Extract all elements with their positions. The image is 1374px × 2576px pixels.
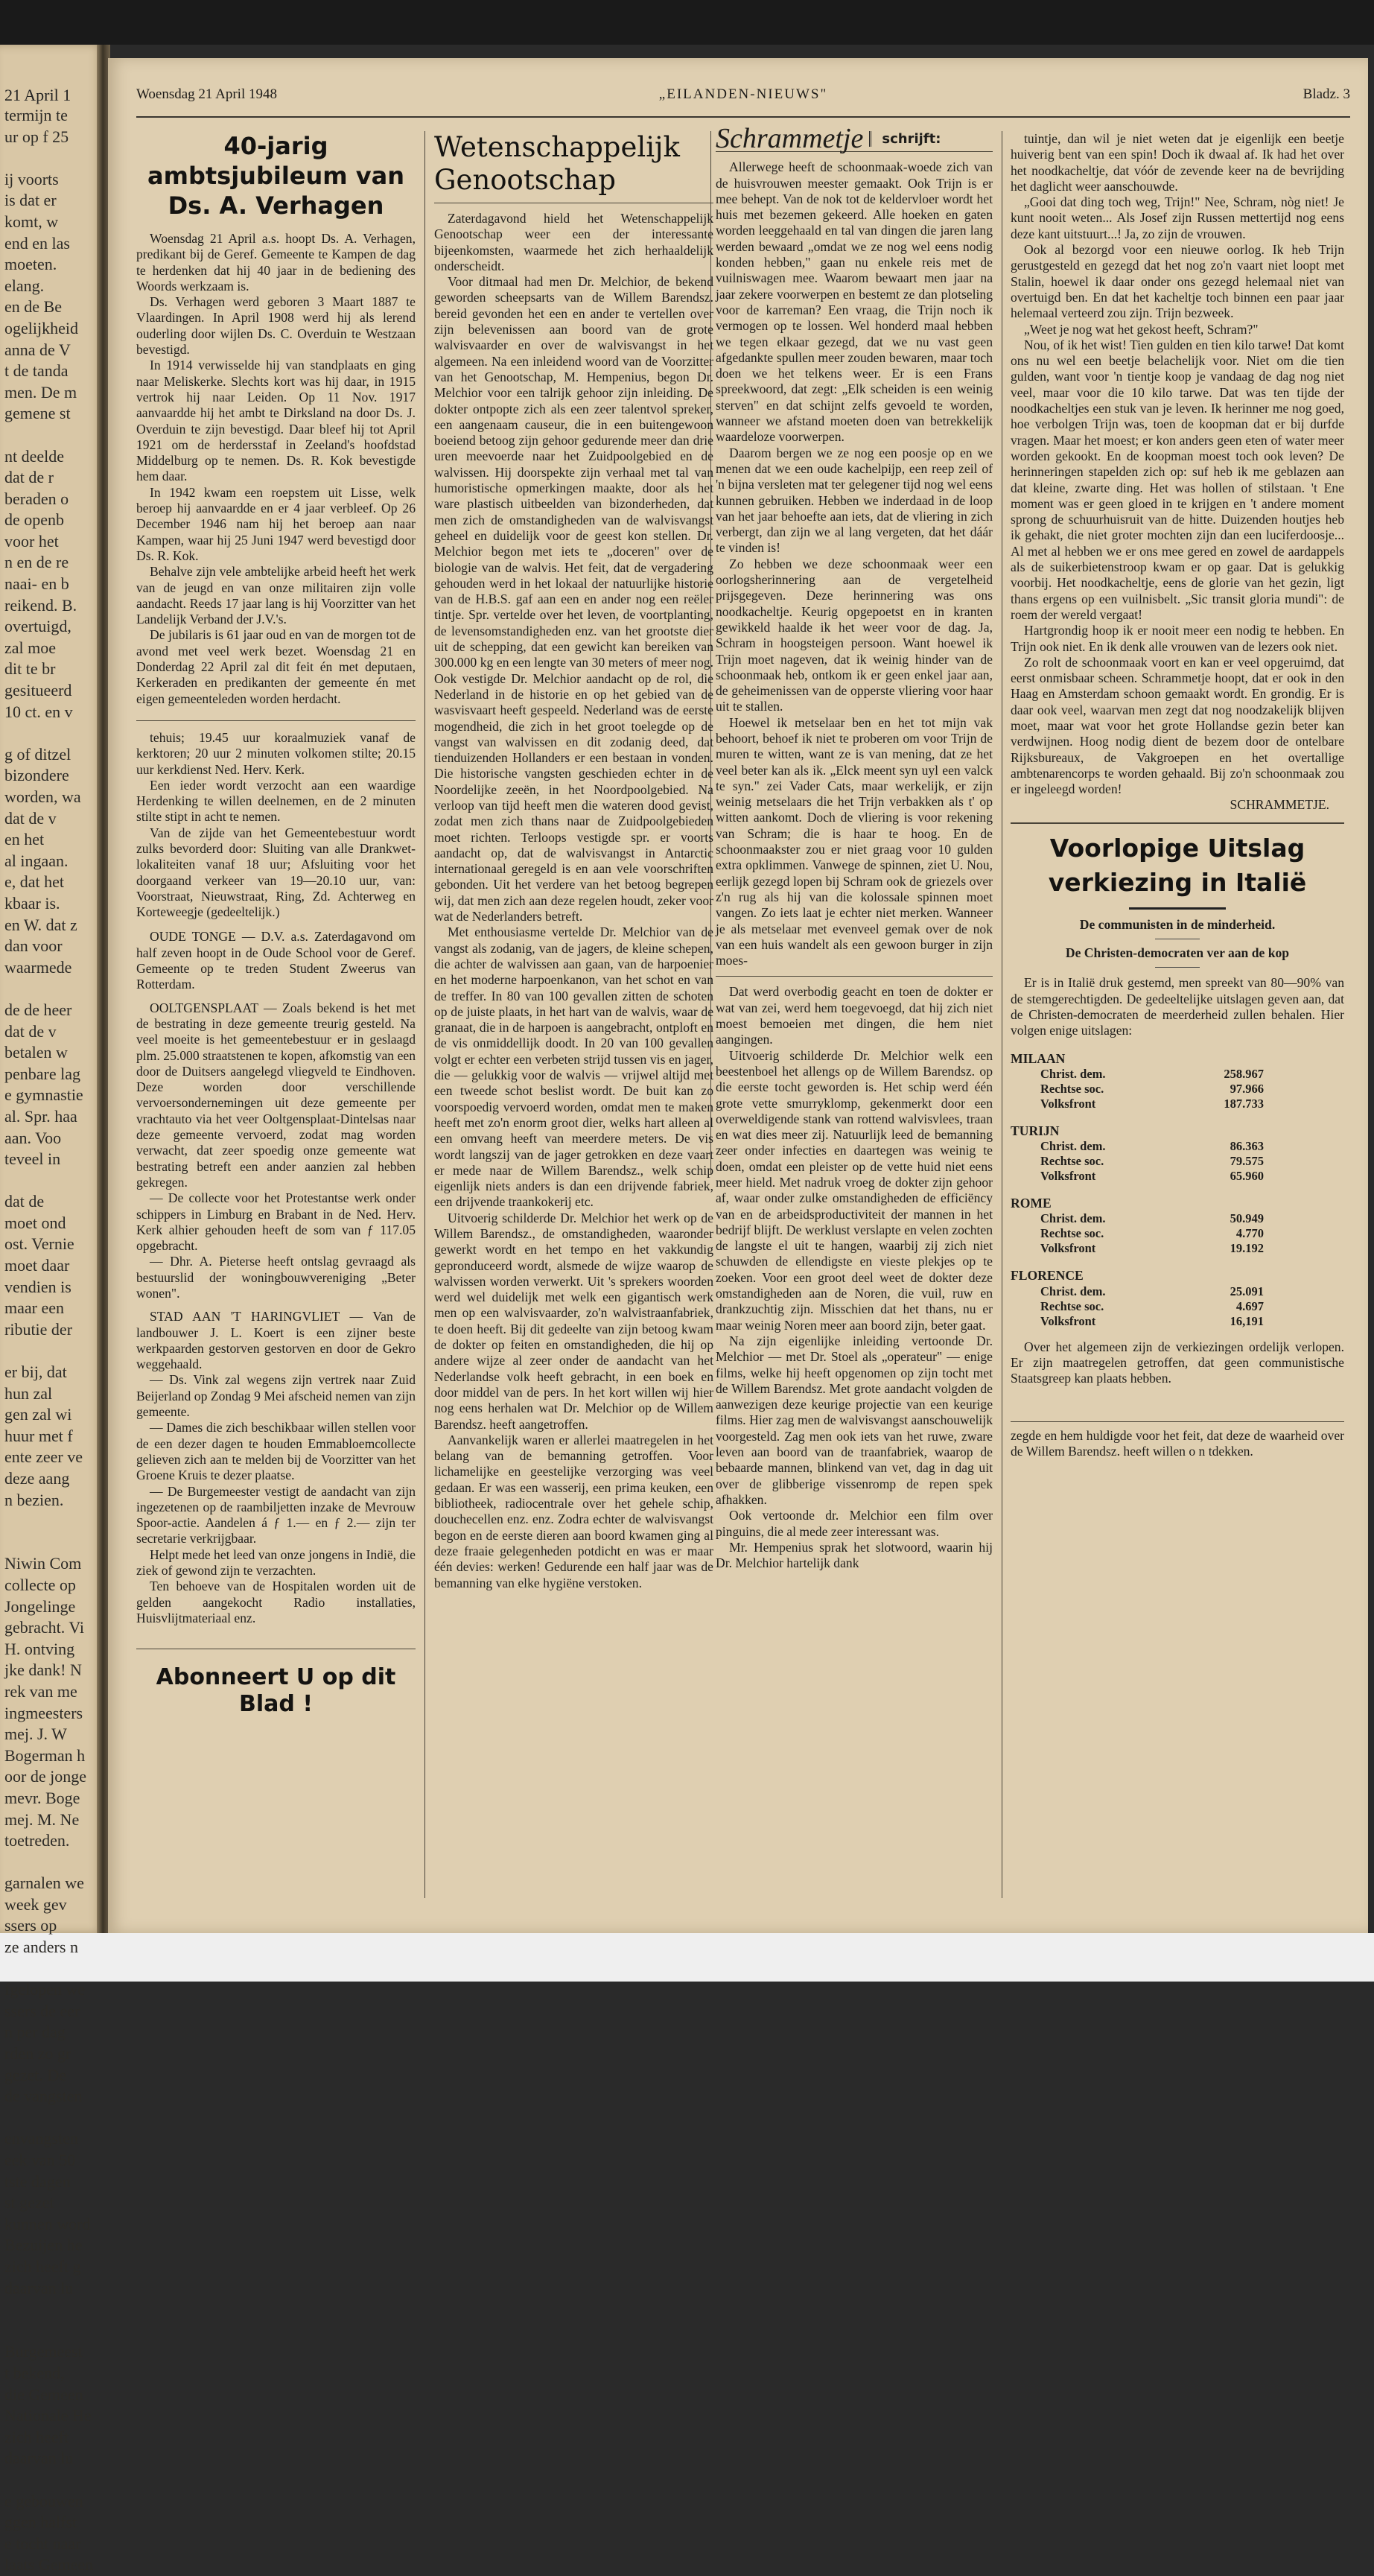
previous-page-line: anna de V <box>4 340 71 359</box>
paragraph: Allerwege heeft de schoonmaak-woede zich van de huisvrouwen meester gemaakt. Ook Trijn is er mee behept. Van de nok tot de keldervloer wordt het huis met bezemen gekeerd. Alle hoeken en gaten worden leeggehaald en tal van dingen die jaren lang werden bewaard „omdat we ze nog wel eens nodig konden hebben," gaan nu enkele reis met de vuilniswagen mee. Waarom bewaart men jaar na jaar zekere voorwerpen en bestemt ze dan plotseling voor de karreman? Een vraag, die Trijn noch ik vermogen op te lossen. Wel honderd maal hebben we tegen elkaar gezegd, dat we nu vast geen afgedankte spullen meer zouden bewaren, maar toch doen we het telkens weer. Er is een Frans spreekwoord, dat zegt: „Elk scheiden is een weinig sterven" en dat schijnt zelfs gevoeld te worden, wanneer we afstand moeten doen van betrekkelijk waardeloze voorwerpen. <box>716 159 993 445</box>
title-line: Wetenschappelijk <box>434 131 680 163</box>
italie-intro: Er is in Italië druk gestemd, men spreekt van 80—90% van de stemgerechtigden. De gedeeltelijke uitslagen geven aan, dat de Christen-democraten de meerderheid zullen behalen. Hier volgen enige uitslagen: <box>1011 975 1344 1038</box>
city-results <box>1040 1139 1264 1184</box>
paragraph: — De collecte voor het Protestantse werk onder schippers in Limburg en Brabant in de Ned. Herv. Kerk alhier gehouden heeft de som van ƒ 117.05 opgebracht. <box>136 1190 416 1254</box>
vote-count: 86.363 <box>1230 1139 1264 1154</box>
article-body-genootschap-continued <box>716 984 993 1571</box>
paragraph: Met enthousiasme vertelde Dr. Melchior van de vangst als zodanig, van de jagers, de kleine schepen, die achter de walvissen aan gaan, van de harpoenier en het moderne harpoenkanon, van het schot en van de treffer. In 80 van 100 gevallen zitten de schoten op de juiste plaats, in het hart van de walvis, waar de granaat, die in de harpoen is aangebracht, ontploft en de vis onmiddellijk doodt. In 20 van 100 gevallen volgt er echter een verbeten strijd tussen vis en jager, die — gelukkig voor de walvis — vrijwel altijd met een tweede schot beslist wordt. De buit kan zo voorspoedig vervoerd worden, omdat men te maken heeft met zo'n enorm groot dier, welks hart alleen al een omvang heeft van meerdere meters. De vis wordt langszij van de jager getrokken en deze vaart er mede naar de Willem Barendsz., welk schip eigenlijk niets anders is dan een drijvende fabriek, een drijvende traankokerij etc. <box>434 924 713 1210</box>
party-name: Volksfront <box>1040 1313 1096 1328</box>
city-name: MILAAN <box>1011 1050 1066 1066</box>
previous-page-line: ggen halfst <box>4 2513 77 2532</box>
previous-page-line: bizondere <box>4 766 69 785</box>
previous-page-line: H. ontving <box>4 1639 75 1658</box>
previous-page-line: n bezien. <box>4 1490 64 1509</box>
previous-page-line: worden, wa <box>4 787 81 806</box>
previous-page-line: e gebouwen <box>4 2491 83 2510</box>
previous-page-line: ost. Vernie <box>4 1234 74 1254</box>
italie-outro: Over het algemeen zijn de verkiezingen ordelijk verlopen. Er zijn maatregelen getroffen, dat geen communistische Staatsgreep kan plaats hebben. <box>1011 1339 1344 1386</box>
result-row <box>1040 1299 1264 1314</box>
party-name: Christ. dem. <box>1040 1066 1106 1081</box>
article-haringvliet <box>136 1309 416 1626</box>
result-row <box>1040 1139 1264 1154</box>
previous-page-line: ssers op <box>4 1916 57 1935</box>
previous-page-line: rden zo gr <box>4 2044 71 2063</box>
previous-page-line: al. Spr. haa <box>4 1106 77 1126</box>
paragraph: Een ieder wordt verzocht aan een waardige Herdenking te willen deelnemen, en de 2 minuten stilte stipt in acht te nemen. <box>136 777 416 825</box>
party-name: Volksfront <box>1040 1169 1096 1184</box>
previous-page-line: st gezet <box>4 2193 54 2212</box>
paragraph: De jubilaris is 61 jaar oud en van de morgen tot de avond met veel werk bezet. Woensdag 21 en Donderdag 22 April zal dit feit én met deputaen, Kerkeraden en predikanten der gemeente én met eigen gemeenteleden worden herdacht. <box>136 627 416 706</box>
title-line: Genootschap <box>434 164 616 196</box>
paragraph: Behalve zijn vele ambtelijke arbeid heeft het werk van de jeugd en van onze militairen zijn volle aandacht. Reeds 17 jaar lang is hij Voorzitter van het Landelijk Verband der J.V.'s. <box>136 564 416 627</box>
paragraph: Ook vertoonde dr. Melchior een film over pinguins, die al mede zeer interessant was. <box>716 1508 993 1539</box>
party-name: Rechtse soc. <box>1040 1298 1104 1313</box>
previous-page-line: ssers de eer <box>4 2001 80 2020</box>
previous-page-line: g of ditzel <box>4 744 71 764</box>
paragraph: Uitvoerig schilderde Dr. Melchior het werk op de Willem Barendsz., de omstandigheden, waaronder gewerkt wordt en het tempo en het vakkundig gepronduceerd wordt, alsmede de wijze waarop de walvissen worden verwerkt. Uit 's sprekers woorden werd wel duidelijk met welk een gigantisch werk men op een walvisvaarder, zo'n walvistraanfabriek, te doen heeft. Bij dit gedeelte van zijn betoog kwam de dokter op feiten en omstandigheden, die hij op andere wijze al zeer onder de aandacht van het Nederlandse volk heeft gebracht, in een boek en door middel van de pers. In het kort willen wij hier nog eens herhalen wat Dr. Melchior op de Willem Barendsz. heeft aangetroffen. <box>434 1210 713 1432</box>
paragraph: Daarom bergen we ze nog een poosje op en we menen dat we een oude kachelpijp, een reep zeil of 'n bijna versleten mat ter gelegener tijd nog wel eens kunnen gebruiken. Hebben we inderdaad in de loop van het jaar behoefte aan iets, dat de vliering in zich verbergt, dan zijn we al lang vergeten, dat het dáár te vinden is! <box>716 445 993 556</box>
city-name: FLORENCE <box>1011 1268 1084 1284</box>
previous-page-line: ij voorts <box>4 169 59 188</box>
article-body-schrammetje <box>716 159 993 968</box>
column-divider <box>424 131 425 1898</box>
paragraph: Hartgrondig hoop ik er nooit meer een nodig te hebben. En Trijn ook niet. En ik denk alle vrouwen van de lezers ook niet. <box>1011 623 1344 654</box>
previous-page-line <box>0 1170 104 1192</box>
previous-page-line: collecte op <box>4 1575 76 1594</box>
previous-page-line: gesitueerd <box>4 681 72 700</box>
previous-page-line: mevr. Boge <box>4 1788 80 1807</box>
party-name: Rechtse soc. <box>1040 1081 1104 1096</box>
previous-page-line: dat de <box>4 1192 45 1211</box>
paragraph: Ds. Verhagen werd geboren 3 Maart 1887 te Vlaardingen. In April 1908 werd hij als lerend ouderling door wijlen Ds. C. Overduin te Westzaan bevestigd. <box>136 294 416 358</box>
article-title-verhagen <box>136 131 416 221</box>
scan-background-top <box>0 0 1374 45</box>
previous-page-line: envangsten <box>4 2129 78 2148</box>
previous-page-line <box>0 1511 104 1532</box>
previous-page-line: voor het <box>4 531 59 551</box>
vote-count: 97.966 <box>1230 1081 1264 1096</box>
vote-count: 25.091 <box>1230 1284 1264 1298</box>
previous-page-line: end en las <box>4 233 70 253</box>
result-row <box>1040 1284 1264 1299</box>
previous-page-line: 10 ct. en v <box>4 702 73 721</box>
vote-count: 4.770 <box>1235 1226 1264 1241</box>
previous-page-line: t bekend, <box>4 2363 65 2382</box>
previous-page-line: elang. <box>4 276 45 295</box>
previous-page-line: t de tanda <box>4 361 69 381</box>
vote-count: 19.192 <box>1230 1241 1264 1256</box>
previous-page-line: ributie der <box>4 1319 73 1339</box>
previous-page-line <box>0 978 104 1000</box>
vote-count: 258.967 <box>1224 1066 1264 1081</box>
city-name: ROME <box>1011 1196 1052 1211</box>
paragraph: — Dames die zich beschikbaar willen stellen voor de een dezer dagen te houden Emmabloemcollecte gelieven zich aan te melden bij de Voorzitter van het Groene Kruis te dezer plaatse. <box>136 1420 416 1483</box>
previous-page-line: er bij, dat <box>4 1362 67 1382</box>
paragraph: Mr. Hempenius sprak het slotwoord, waarin hij Dr. Melchior hartelijk dank <box>716 1539 993 1571</box>
article-ooltgensplaat <box>136 1000 416 1302</box>
previous-page-line: al ingaan. <box>4 851 69 870</box>
result-row <box>1040 1211 1264 1226</box>
previous-page-line: eek van 50 <box>4 2151 76 2169</box>
genootschap-closing: zegde en hem huldigde voor het feit, dat deze de waarheid over de Willem Barendsz. heeft willen o n tdekken. <box>1011 1427 1344 1459</box>
previous-page-line: laats Gemeen <box>4 2555 94 2575</box>
party-name: Rechtse soc. <box>1040 1226 1104 1241</box>
previous-page-line: zich heeft <box>4 2427 69 2446</box>
city-results <box>1040 1211 1264 1256</box>
previous-page-line: huur met f <box>4 1426 73 1445</box>
previous-page-line: deze aang <box>4 1469 70 1488</box>
result-row <box>1040 1169 1264 1184</box>
previous-page-line: Bezuijen he <box>4 2236 83 2255</box>
election-results <box>1011 1051 1344 1329</box>
previous-page-line: Niwin Com <box>4 1554 82 1573</box>
previous-page-line: Nationale He <box>4 2406 92 2426</box>
paragraph: Zo rolt de schoonmaak voort en kan er veel opgeruimd, dat eerst onmisbaar scheen. Schrammetje hoopt, dat er ook in den Haag en Amsterdam schoon gemaakt wordt. En grondig. Er is daar ook veel, waarvan men zegt dat nog noodzakelijk blijven moet, maar wat voor het grote Hollandse gezin beter kan verdwijnen. Hoog nodig dient de bezem door de ontelbare Rijksbureaux, de Vakgroepen en het overtallige ambtenarencorps te worden gehaald. Bij zo'n schoonmaak zou er ingeleegd worden! <box>1011 654 1344 797</box>
vote-count: 16,191 <box>1230 1313 1264 1328</box>
vote-count: 50.949 <box>1230 1211 1264 1226</box>
previous-page-line <box>0 2107 104 2129</box>
result-row <box>1040 1314 1264 1329</box>
page-header <box>136 86 1350 118</box>
article-oude-tonge: OUDE TONGE — D.V. a.s. Zaterdagavond om half zeven hoopt in de Oude School voor de Geref. Gemeente op te treden Student Zweerus van Rotterdam. <box>136 929 416 992</box>
previous-page-line: garnalen we <box>4 1874 84 1893</box>
previous-page-line: dat de v <box>4 808 57 828</box>
previous-page-line: gemene st <box>4 404 71 423</box>
result-row <box>1040 1241 1264 1256</box>
subscribe-banner: Abonneert U op dit Blad ! <box>156 1664 396 1718</box>
paragraph: Zo hebben we deze schoonmaak weer een oorlogsherinnering aan de vergetelheid prijsgegeven. Deze herinnering was ons noodkacheltje. Keurig opgepoetst en in kranten gewikkeld haalde ik het weer voor de dag. Ja, Schram in hoogsteigen persoon. Want hoewel ik Trijn moet nageven, dat ik weinig hinder van de schoonmaak heb, ontkom ik er geen enkel jaar aan, de geheimenissen van de opperste vliering voor haar uit te stallen. <box>716 556 993 714</box>
column-1 <box>136 131 416 1718</box>
paragraph: Van de zijde van het Gemeentebestuur wordt zulks bevorderd door: Sluiting van alle Drankwet-lokaliteiten vanaf 18 uur; Afsluiting voor het doorgaand verkeer van 19—20.10 uur, van: Voorstraat, Nieuwstraat, Ring, Zd. Achterweg en Korteweegje (gedeeltelijk.) <box>136 825 416 920</box>
vote-count: 65.960 <box>1230 1169 1264 1184</box>
scan-background-bottom <box>0 1933 1374 1982</box>
previous-page-line <box>0 1958 104 1980</box>
header-paper-name: „EILANDEN-NIEUWS" <box>658 86 828 102</box>
previous-page-line <box>0 723 104 744</box>
previous-page-line: aan. Voo <box>4 1128 62 1147</box>
party-name: Volksfront <box>1040 1096 1096 1111</box>
previous-page-line <box>0 147 104 169</box>
previous-page-line: Burgemeest <box>4 2342 83 2361</box>
previous-page-line <box>0 1532 104 1554</box>
previous-page-line: die Gemeen <box>4 2385 83 2404</box>
paragraph: OOLTGENSPLAAT — Zoals bekend is het met de bestrating in deze gemeente treurig gesteld. Na veel moeite is het gemeentebestuur er in geslaagd plm. 25.000 straatstenen te kopen, afkomstig van een door de Duitsers aangelegd vliegveld te Eindhoven. Deze worden door verschillende vervoersondernemingen uit deze gemeente per vrachtauto via het veer Ooltgensplaat-Dintelsas naar deze gemeente vervoerd, zodat mag worden verwacht, dat zeer spoedig onze gemeente wat bestrating betreft een ander aanzien zal hebben gekregen. <box>136 1000 416 1190</box>
previous-page-line <box>0 425 104 446</box>
previous-page-line <box>0 2299 104 2320</box>
signature: SCHRAMMETJE. <box>1230 797 1329 813</box>
previous-page-line: ingmeesters <box>4 1703 83 1722</box>
previous-page-line: termijn te <box>4 106 68 124</box>
previous-page-line: vendien is <box>4 1277 71 1296</box>
article-body-genootschap <box>434 211 713 1591</box>
city-results <box>1040 1284 1264 1329</box>
previous-page-line: de vangsten <box>4 2087 83 2106</box>
party-name: Rechtse soc. <box>1040 1154 1104 1169</box>
subheading-communisten: De communisten in de minderheid. <box>1079 916 1276 932</box>
schrammetje-title: Schrammetje <box>716 131 871 147</box>
title-line: Ds. A. Verhagen <box>168 191 384 220</box>
previous-page-line: teveel in <box>4 1149 61 1169</box>
previous-page-line: jke dank! N <box>4 1660 82 1680</box>
previous-page-line: komt, w <box>4 212 59 231</box>
city-results <box>1040 1067 1264 1111</box>
previous-page-line: n en de re <box>4 553 69 572</box>
previous-page-line: is dat er <box>4 191 57 210</box>
paragraph: — De Burgemeester vestigt de aandacht van zijn ingezetenen op de raambiljetten inzake de Mevrouw Spoor-actie. Aandelen á ƒ 1.— en ƒ 2.— zijn ter secretarie verkrijgbaar. <box>136 1483 416 1546</box>
party-name: Christ. dem. <box>1040 1139 1106 1154</box>
party-name: Christ. dem. <box>1040 1284 1106 1298</box>
article-title-genootschap <box>434 131 713 197</box>
section-rule <box>1011 1421 1344 1422</box>
previous-page-line: daarvan lu <box>4 2449 74 2468</box>
previous-page-header: 21 April 1 <box>4 86 71 104</box>
paragraph: In 1942 kwam een roepstem uit Lisse, welk beroep hij aanvaardde en er 4 jaar verbleef. Op 26 December 1946 nam hij het beroep aan naar Kampen, waar hij 25 Juni 1947 werd bevestigd door Ds. R. Kok. <box>136 484 416 563</box>
previous-page-line: ente zeer ve <box>4 1447 83 1467</box>
previous-page-line: ogelijkheid <box>4 318 78 337</box>
previous-page-line: ur op f 25 <box>4 127 69 146</box>
previous-page-line <box>0 1340 104 1362</box>
schrammetje-suffix: schrijft: <box>882 131 941 147</box>
previous-page-line: fgelopen we <box>4 1980 86 1999</box>
previous-page-line: dat de r <box>4 468 54 487</box>
previous-page-line: e gymnastie <box>4 1085 83 1105</box>
previous-page-line: n per dag <box>4 2023 66 2042</box>
header-date: Woensdag 21 April 1948 <box>136 86 277 102</box>
paragraph: „Gooi dat ding toch weg, Trijn!" Nee, Schram, nòg niet! Je kunt nooit weten... Als Josef zijn Russen mettertijd nog eens deze kant uitstuurt...! Ja, zo zijn de vrouwen. <box>1011 194 1344 241</box>
previous-page-line: kbaar is. <box>4 893 60 913</box>
previous-page-line: hun zal <box>4 1383 53 1403</box>
subheading-christen-democraten: De Christen-democraten ver aan de kop <box>1065 945 1290 961</box>
column-3 <box>716 123 993 1571</box>
vote-count: 187.733 <box>1224 1096 1264 1111</box>
previous-page-line: gen zal wi <box>4 1405 72 1424</box>
previous-page-line: betalen w <box>4 1043 68 1062</box>
previous-page-line: men. De m <box>4 382 77 402</box>
previous-page-line <box>0 1852 104 1874</box>
paragraph: Nou, of ik het wist! Tien gulden en tien kilo tarwe! Dat komt ons nu wel een beetje belachelijk voor. Niet om die tien gulden, want voor 'n tientje koop je vandaag de dag nog niet veel, maar voor die 10 kilo tarwe. Dat was ten tijde der noodkacheltjes een stuk van je leven. Ik herinner me nog goed, hoe verbolgen Trijn was, toen de koopman dat er bij durfde vragen. Maar het moest; er kon anders geen eten of water meer worden gekookt. En de koopman moest toch ook leven? De herinneringen stapelden zich op: suf heb ik me geblazen aan dat kleine, zwarte ding. Het was hollen of stilstaan. 't Ene moment was er geen gloed in te krijgen en 't andere moment sprong de schuurhuisruit van de hitte. Duizenden houtjes heb ik gehakt, die niet groter mochten zijn dan een luciferdoosje... Al met al hebben we er ons mee gered en zowel de aardappels als de suikerbietenstroop kwam er op gaar. Dat is gelukkig voorbij. Het noodkacheltje, eens de glorie van het gezin, ligt thans ergens op een vuilnisbelt. „Sic transit gloria mundi": de roem der wereld vergaat! <box>1011 337 1344 622</box>
previous-page-line: tste dagen <box>4 2171 71 2191</box>
paragraph: Uitvoerig schilderde Dr. Melchior welk een beestenboel het allengs op de Willem Barendsz. op die eerste tocht geworden is. Het schip werd één grote vette smurryklomp, gekenmerkt door een overweldigende stank van rottend walvisvlees, traan en wat dies meer zij. Natuurlijk leed de bemanning zeer onder infecties en daartegen was weinig te doen, omdat een pleister op de vette huid niet eens meer hield. Met nadruk vroeg de dokter zijn gehoor af, waar onder zulke omstandigheden de efficiëncy van en de arbeidsproductiviteit der mannen in het bedrijf blijft. De werklust verslapte en velen zochten de langste el uit te hangen, waarbij zij zich niet schuwden de ellendigste en vieste plekjes op te zoeken. Voor een groot deel weet de dokter deze omstandigheden aan de Noren, die vuil, ruw en drankzuchtig zijn. Misschien dat het thans, nu er maar weinig Noren meer aan boord zijn, beter gaat. <box>716 1047 993 1333</box>
previous-page-line: naai- en b <box>4 574 69 594</box>
previous-page-line: e tocht naar <box>4 2534 81 2553</box>
previous-page-line: zal moe <box>4 638 57 657</box>
previous-page-line: dan voor <box>4 936 63 956</box>
paragraph: Aanvankelijk waren er allerlei maatregelen in het belang van de bemanning getroffen. Voor lichamelijke en geestelijke verzorging was veel gedaan. Er was een wasserij, een prima keuken, een bibliotheek, radiocentrale over het gehele schip, douchecellen enz. enz. Zodra echter de walvisvangst begon en de eerste dieren aan boord kwamen ging al deze fraaie gelegenheden potdicht en was er maar één devies: werken! Gedurende een half jaar was de bemanning van elke hygiëne verstoken. <box>434 1432 713 1590</box>
previous-page-line: en W. dat z <box>4 915 77 934</box>
previous-page-line: mej. J. W <box>4 1725 67 1744</box>
previous-page-line: rek van me <box>4 1681 77 1701</box>
paragraph: Ook al bezorgd voor een nieuwe oorlog. Ik heb Trijn gerustgesteld en gezegd dat het nog zo'n vaart niet loopt met Stalin, hoewel ik daar onder ons gezegd helemaal niet van overtuigd ben. En dat het kacheltje toch binnen een paar jaar helemaal verteerd zou zijn. Trijn bezweek. <box>1011 242 1344 321</box>
paragraph: Ten behoeve van de Hospitalen worden uit de gelden aangekocht Radio installaties, Huisvlijtmateriaal enz. <box>136 1579 416 1625</box>
previous-page-line <box>0 2320 104 2342</box>
paragraph: tuintje, dan wil je niet weten dat je eigenlijk een beetje huiverig bent van een spin! Doch ik dwaal af. Ik had het over het noodkacheltje, dat vóór de zevende keer na de bevrijding het daglicht weer aanschouwde. <box>1011 131 1344 194</box>
section-rule <box>1011 822 1344 824</box>
paragraph: Helpt mede het leed van onze jongens in Indië, die ziek of gewond zijn te verzachten. <box>136 1546 416 1579</box>
previous-page-line <box>0 2469 104 2491</box>
article-body-verhagen <box>136 231 416 707</box>
previous-page-line: waarmede <box>4 957 72 977</box>
previous-page-line: ze anders n <box>4 1938 78 1957</box>
paragraph: Woensdag 21 April a.s. hoopt Ds. A. Verhagen, predikant bij de Geref. Gemeente te Kampen de dag te herdenken dat hij 40 jaar in de bediening des Woords werkzaam is. <box>136 231 416 294</box>
column-2 <box>434 131 713 1591</box>
previous-page-line: penbare lag <box>4 1064 80 1083</box>
previous-page-line: kunnen word <box>4 2214 91 2233</box>
paragraph: tehuis; 19.45 uur koraalmuziek vanaf de kerktoren; 20 uur 2 minuten volkomen stilte; 20.15 uur kerkdienst Ned. Herv. Kerk. <box>136 729 416 777</box>
previous-page-line: overtuigd, <box>4 617 71 636</box>
article-body-schrammetje-continued <box>1011 131 1344 797</box>
previous-page-line: mej. M. Ne <box>4 1809 80 1829</box>
paragraph: Voor ditmaal had men Dr. Melchior, de bekend geworden scheepsarts van de Willem Barendsz. bereid gevonden het een en ander te vertellen over zijn belevenissen aan boord van de grote walvisvaarder en over de walvisvangst in het algemeen. Na een inleidend woord van de Voorzitter van het Genootschap, M. Hempenius, begon Dr. Melchior voor een talrijk gehoor zijn inleiding. De dokter ontpopte zich als een zeer talentvol spreker, een aangenaam causeur, die in een buitengewoon boeiend betoog zijn gehoor gedurende meer dan drie uren meevoerde naar het Zuidpoolgebied en de walvissen. Hij doorspekte zijn verhaal met tal van humoristische opmerkingen maakte, door als het ware plastisch uitbeelden van bizonderheden, dat men zich de omstandigheden van de walvisvangst geheel en duidelijk voor de geest kon stellen. Dr. Melchior begon met iets te „doceren" over de biologie van de walvis. Het feit, dat de vergadering gehouden werd in het lokaal der natuurlijke historie van de H.B.S. gaf aan een en ander nog een reëler tintje. Spr. vertelde over het leven, de voortplanting, de levensomstandigheden enz. van het grootste dier uit de schepping, dat een gewicht kan bereiken van 300.000 kg en een lengte van 30 meters of meer nog. Ook vestigde Dr. Melchior aandacht op de rol, die Nederland in de historie en op het gebied van de wasvisvaart heeft gespeeld. Nederland was de eerste mogendheid, die zich in het groot toelegde op de vangst van walvissen en dit zodanig deed, dat tienduizenden Hollanders er een bestaan in vonden. Die historische vangsten geschieden echter in de Noordelijke zeeën, in het Noordpoolgebied. Na verloop van tijd heeft men die wateren dood gevist, zodat men zich thans naar de Zuidpoolgebieden moet richten. Terloops vestigde spr. er voorts aandacht op, dat de walvisvangst in Antarctic internationaal geregeld is en aan vele voorschriften gebonden. Uit het verdere van het betoog begrepen wij, dat men zich aan deze regelen houdt, zeker voor wat de Nederlanders betreft. <box>434 274 713 924</box>
result-row <box>1040 1226 1264 1241</box>
previous-page-line: en de Be <box>4 297 62 317</box>
result-row <box>1040 1097 1264 1111</box>
paragraph: Hoewel ik metselaar ben en het tot mijn vak behoort, behoef ik niet te proberen om voor Trijn de muren te witten, want ze is van mening, dat ze het veel beter kan als ik. „Elck meent syn uyl een valck te syn." zei Vader Cats, maar werkelijk, er zijn weinig metselaars die het Trijn verbakken als t' op witten aankomt. Doch de vliering is voor rekening van Schram; die is haar te hoog. En de schoonmaakster zou er niet graag voor 10 gulden extra opklimmen. Vanwege de spinnen, ziet U. Nou, eerlijk gezegd lopen bij Schram ook de griezels over z'n rug als hij van die kolossale spinnen moet vangen. Zo iets laat je echter niet merken. Wanneer je als metselaar met evenveel gemak over de nok van een huis wandelt als een gewoon burger in zijn moes- <box>716 714 993 968</box>
title-line: verkiezing in Italië <box>1048 867 1307 897</box>
previous-page-line: Bogerman h <box>4 1745 86 1765</box>
previous-page-line: de de heer <box>4 1000 72 1019</box>
party-name: Volksfront <box>1040 1241 1096 1256</box>
paragraph: — Dhr. A. Pieterse heeft ontslag gevraagd als bestuurslid der woningbouwvereniging „Beter wonen". <box>136 1254 416 1301</box>
article-title-italie <box>1011 831 1344 900</box>
title-line: 40-jarig ambtsjubileum van <box>147 132 404 190</box>
paragraph: — Ds. Vink zal wegens zijn vertrek naar Zuid Beijerland op Zondag 9 Mei afscheid nemen van zijn gemeente. <box>136 1372 416 1420</box>
previous-page-strip <box>0 45 104 2575</box>
result-row <box>1040 1067 1264 1082</box>
column-4 <box>1011 131 1344 1459</box>
previous-page-line: week gev <box>4 1894 67 1914</box>
paragraph: STAD AAN 'T HARINGVLIET — Van de landbouwer J. L. Koert is een zijner beste werkpaarden gestorven gestorven en door de Gekro weggehaald. <box>136 1309 416 1372</box>
previous-page-line: Jongelinge <box>4 1596 76 1616</box>
paragraph: Dat werd overbodig geacht en toen de dokter er wat van zei, werd hem toegevoegd, dat hij zich niet moest bemoeien met dingen, die hem niet aangingen. <box>716 984 993 1047</box>
previous-page-line: dat de v <box>4 1021 57 1041</box>
newspaper-page <box>108 58 1368 1933</box>
section-rule <box>716 976 993 977</box>
previous-page-line: daarvan lu <box>4 2278 74 2297</box>
previous-page-line: e, dat het <box>4 872 65 892</box>
section-rule <box>136 720 416 721</box>
result-row <box>1040 1154 1264 1169</box>
previous-page-line: beraden o <box>4 489 69 508</box>
party-name: Christ. dem. <box>1040 1211 1106 1226</box>
previous-page-line: gezet. De <box>4 2065 67 2084</box>
paragraph: Zaterdagavond hield het Wetenschappelijk Genootschap weer een der interessante bijeenkomsten, waarmede het zich herhaaldelijk onderscheidt. <box>434 211 713 273</box>
previous-page-line: moeten. <box>4 255 57 274</box>
result-row <box>1040 1082 1264 1097</box>
previous-page-line: de openb <box>4 510 65 530</box>
previous-page-line: maar een <box>4 1298 64 1318</box>
header-page-number: Bladz. 3 <box>1303 86 1350 102</box>
previous-page-line: en het <box>4 830 45 849</box>
previous-page-line: reikend. B. <box>4 595 77 615</box>
previous-page-line: toetreden. <box>4 1831 70 1850</box>
previous-page-line: oor de jonge <box>4 1767 86 1786</box>
previous-page-line: moet ond <box>4 1213 66 1232</box>
previous-page-line: gebracht. Vi <box>4 1618 85 1637</box>
vote-count: 79.575 <box>1230 1154 1264 1169</box>
short-rule <box>1155 967 1200 968</box>
title-underline <box>1129 907 1226 910</box>
title-line: Voorlopige Uitslag <box>1049 833 1305 863</box>
previous-page-text <box>0 105 104 2576</box>
vote-count: 4.697 <box>1235 1298 1264 1313</box>
previous-page-line: dit te br <box>4 659 56 679</box>
previous-page-line: zich heeft g <box>4 2256 81 2276</box>
column-title-schrammetje <box>716 123 993 154</box>
previous-page-line: nt deelde <box>4 446 65 466</box>
paragraph: In 1914 verwisselde hij van standplaats en ging naar Meliskerke. Slechts kort was hij daar, in 1915 vertrok hij naar Leiden. Op 11 Nov. 1917 aanvaardde hij het ambt te Dirksland na door Ds. J. Overduin te zijn bevestigd. Daar bleef hij tot April 1921 om de herdersstaf in Zeeland's hoofdstad Middelburg op te nemen. Ds. R. Kok bevestigde hem daar. <box>136 358 416 484</box>
paragraph: Na zijn eigenlijke inleiding vertoonde Dr. Melchior — met Dr. Stoel als „operateur" — enige films, welke hij heeft opgenomen op zijn tocht met de Willem Barendsz. Met grote aandacht volgden de aanwezigen deze keurige projectie van een keurige films. Hier zag men de walvisvangst aanschouwelijk voorgesteld. Zag men ook iets van het ruwe, zware leven aan boord van de traanfabriek, waarop de bebaarde mannen, blinkend van vet, dag in dag uit over de glibberige vissenromp de repen spek afhakken. <box>716 1333 993 1507</box>
paragraph: „Weet je nog wat het gekost heeft, Schram?" <box>1024 321 1259 337</box>
article-body-continued <box>136 730 416 921</box>
city-name: TURIJN <box>1011 1123 1060 1138</box>
previous-page-line: moet daar <box>4 1256 70 1275</box>
